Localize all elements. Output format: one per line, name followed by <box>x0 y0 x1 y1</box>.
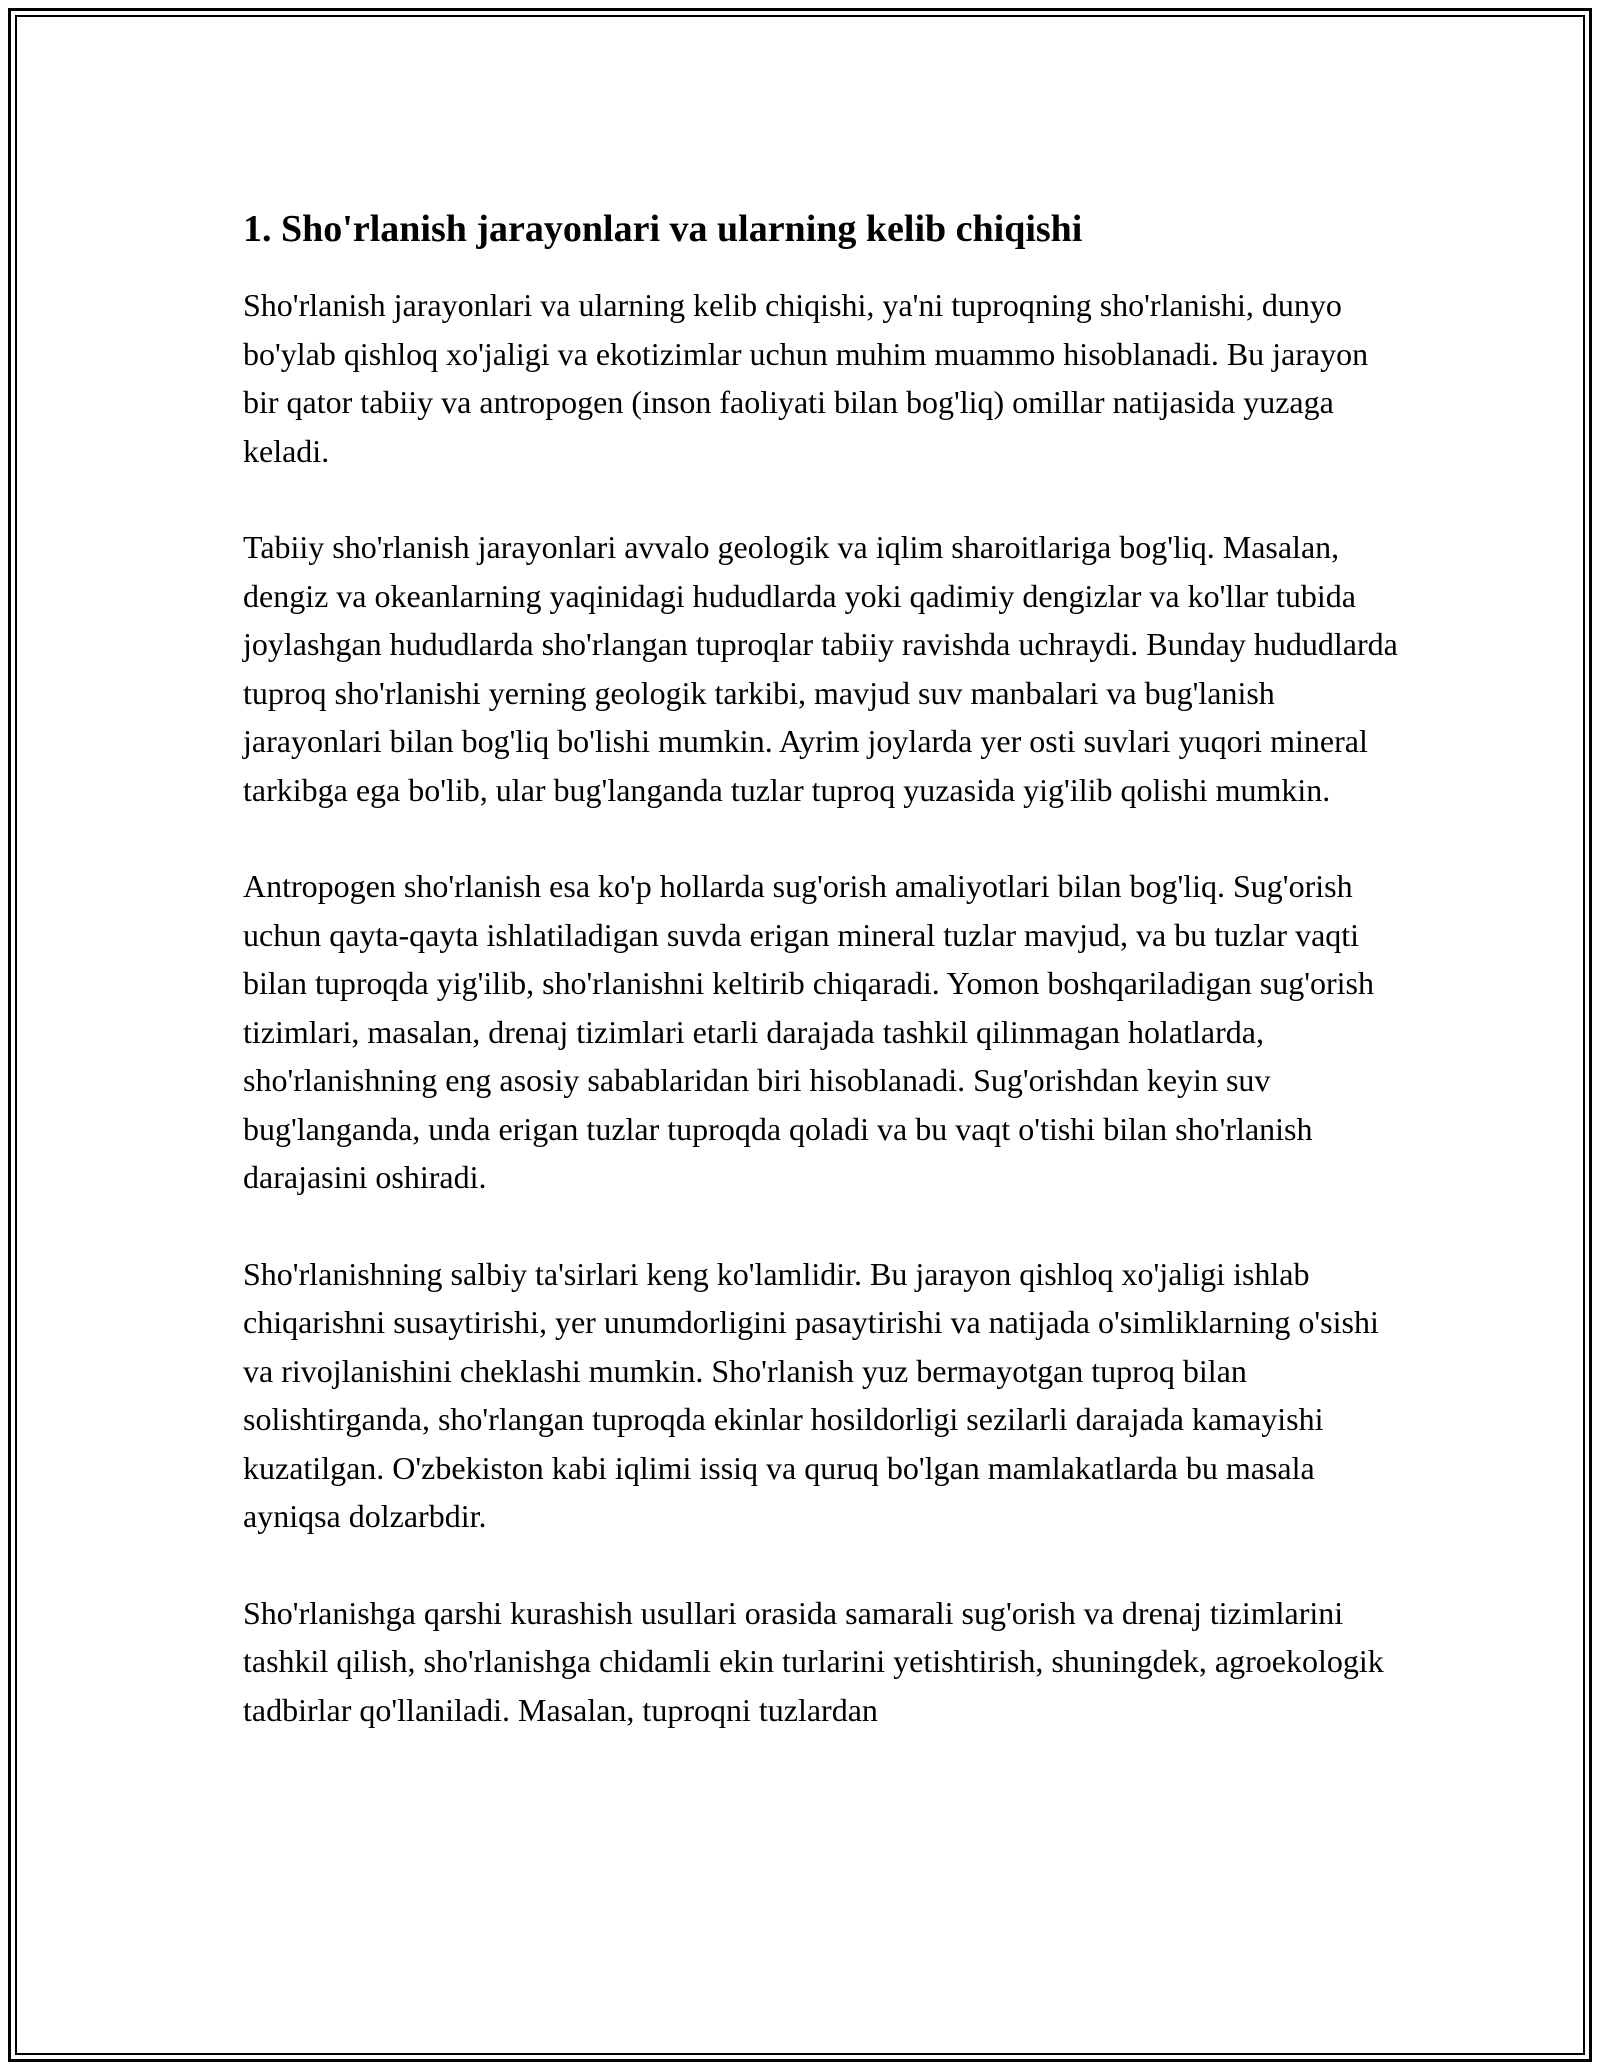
page-border <box>8 8 1592 2062</box>
paragraph-anthropogenic-salinization: Antropogen sho'rlanish esa ko'p hollarda sug'orish amaliyotlari bilan bog'liq. Sug'orish uchun qayta-qayta ishlatiladigan suvda erigan mineral tuzlar mavjud, va bu tuzlar vaqti bilan tuproqda yig'ilib, sho'rlanishni keltirib chiqaradi. Yomon boshqariladigan sug'orish tizimlari, masalan, drenaj tizimlari etarli darajada tashkil qilinmagan holatlarda, sho'rlanishning eng asosiy sabablaridan biri hisoblanadi. Sug'orishdan keyin suv bug'langanda, unda erigan tuzlar tuproqda qoladi va bu vaqt o'tishi bilan sho'rlanish darajasini oshiradi. <box>243 868 1374 1195</box>
paragraph-intro: Sho'rlanish jarayonlari va ularning kelib chiqishi, ya'ni tuproqning sho'rlanishi, dunyo bo'ylab qishloq xo'jaligi va ekotizimlar uchun muhim muammo hisoblanadi. Bu jarayon bir qator tabiiy va antropogen (inson faoliyati bilan bog'liq) omillar natijasida yuzaga keladi. <box>243 287 1369 469</box>
section-heading: 1. Sho'rlanish jarayonlari va ularning kelib chiqishi <box>243 208 1083 250</box>
page-border-inner <box>15 15 1585 2055</box>
paragraph-countermeasures: Sho'rlanishga qarshi kurashish usullari orasida samarali sug'orish va drenaj tizimlarini tashkil qilish, sho'rlanishga chidamli ekin turlarini yetishtirish, shuningdek, agroekologik tadbirlar qo'llaniladi. Masalan, tuproqni tuzlardan <box>243 1594 1384 1728</box>
paragraph-negative-effects: Sho'rlanishning salbiy ta'sirlari keng ko'lamlidir. Bu jarayon qishloq xo'jaligi ishlab chiqarishni susaytirishi, yer unumdorligini pasaytirishi va natijada o'simliklarning o'sishi va rivojlanishini cheklashi mumkin. Sho'rlanish yuz bermayotgan tuproq bilan solishtirganda, sho'rlangan tuproqda ekinlar hosildorligi sezilarli darajada kamayishi kuzatilgan. O'zbekiston kabi iqlimi issiq va quruq bo'lgan mamlakatlarda bu masala ayniqsa dolzarbdir. <box>243 1255 1379 1534</box>
document-body <box>243 195 1403 1782</box>
paragraph-natural-salinization: Tabiiy sho'rlanish jarayonlari avvalo geologik va iqlim sharoitlariga bog'liq. Masalan, dengiz va okeanlarning yaqinidagi hududlarda yoki qadimiy dengizlar va ko'llar tubida joylashgan hududlarda sho'rlangan tuproqlar tabiiy ravishda uchraydi. Bunday hududlarda tuproq sho'rlanishi yerning geologik tarkibi, mavjud suv manbalari va bug'lanish jarayonlari bilan bog'liq bo'lishi mumkin. Ayrim joylarda yer osti suvlari yuqori mineral tarkibga ega bo'lib, ular bug'langanda tuzlar tuproq yuzasida yig'ilib qolishi mumkin. <box>243 529 1398 808</box>
